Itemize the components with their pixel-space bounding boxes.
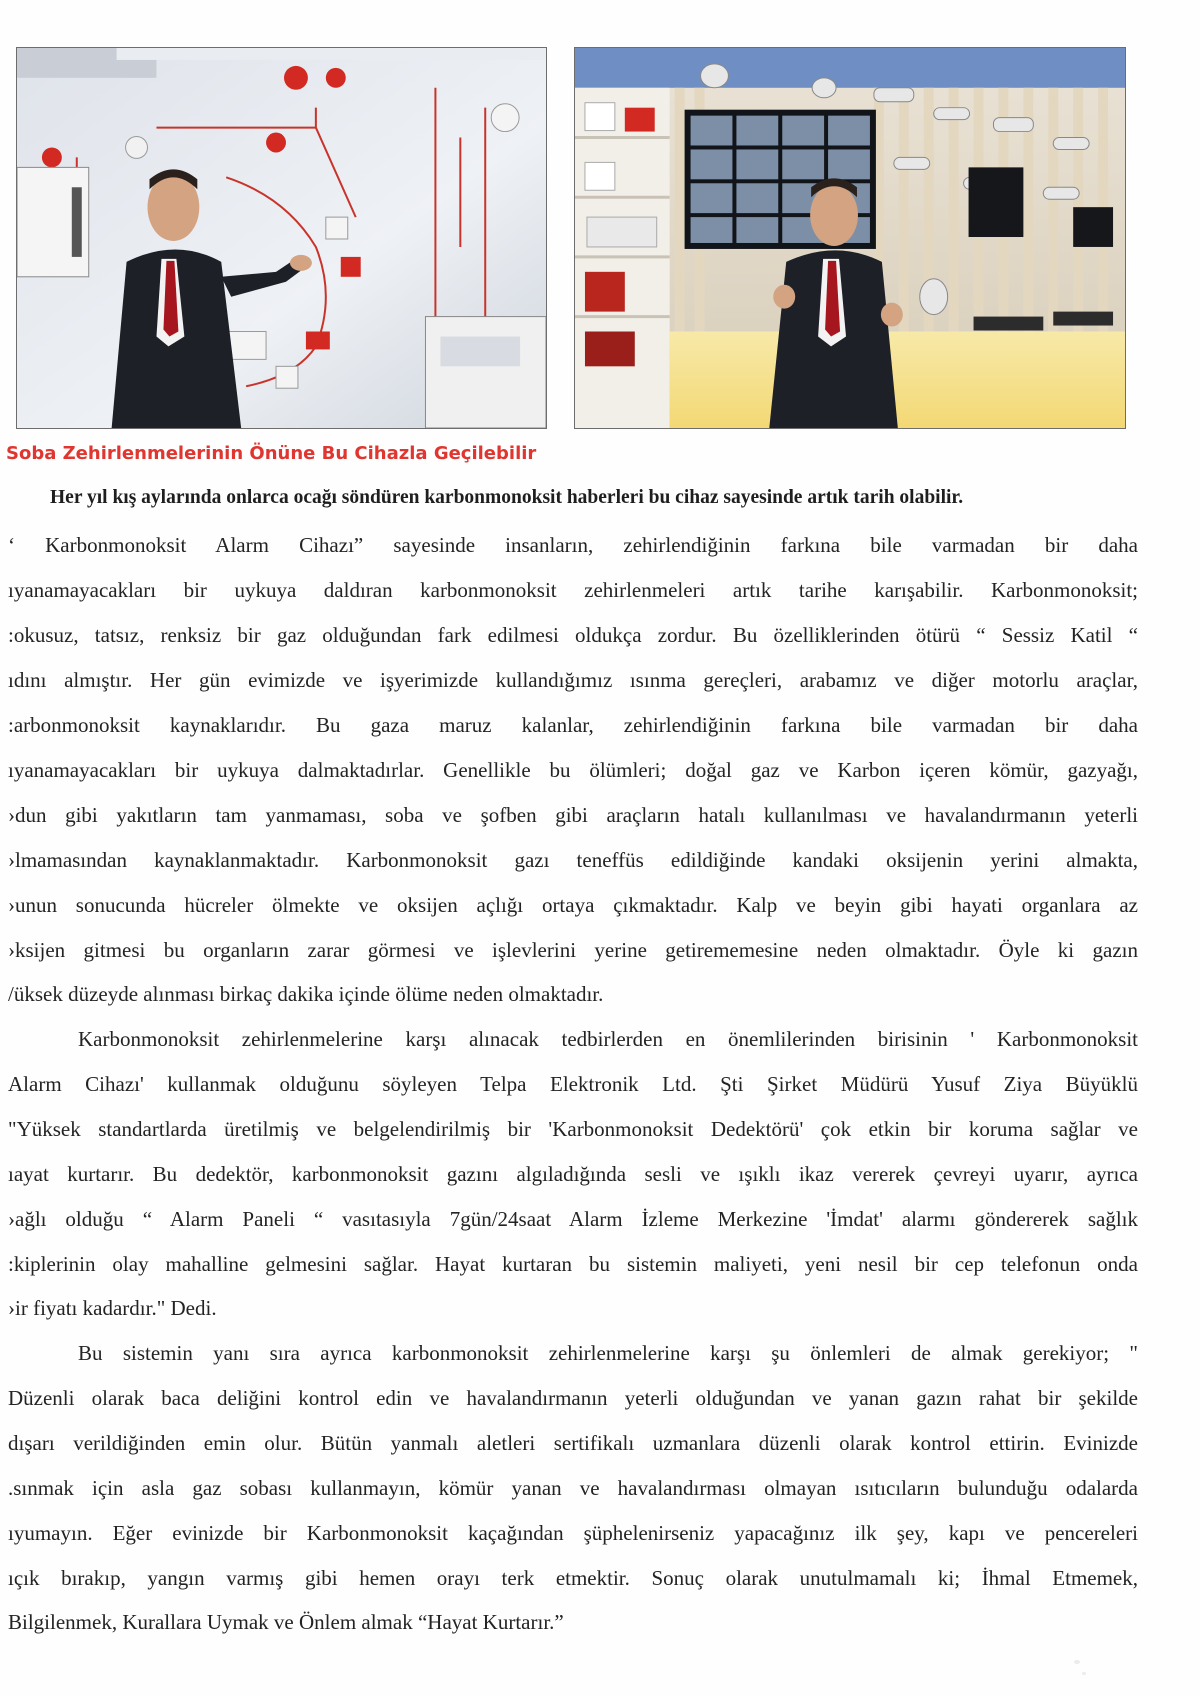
body-line: ›lmamasından kaynaklanmaktadır. Karbonmonoksit gazı teneffüs edildiğinde kandaki oksijenin yerini almakta, — [8, 848, 1138, 872]
body-line: /üksek düzeyde alınması birkaç dakika içinde ölüme neden olmaktadır. — [8, 982, 604, 1006]
body-line: ›unun sonucunda hücreler ölmekte ve oksijen açlığı ortaya çıkmaktadır. Kalp ve beyin gibi hayati organlara az — [8, 893, 1138, 917]
photo-fire-alarm-board-illustration — [17, 48, 546, 428]
body-line: Düzenli olarak baca deliğini kontrol edin ve havalandırmanın yeterli olduğundan ve yanan gazın rahat bir şekilde — [8, 1386, 1138, 1410]
body-line: :okusuz, tatsız, renksiz bir gaz olduğundan fark edilmesi oldukça zordur. Bu özelliklerinden ötürü “ Sessiz Katil “ — [8, 623, 1138, 647]
body-line: ‘ Karbonmonoksit Alarm Cihazı” sayesinde insanların, zehirlendiğinin farkına bile varmadan bir daha — [8, 533, 1138, 557]
body-line: ›dun gibi yakıtların tam yanmaması, soba ve şofben gibi araçların hatalı kullanılması ve havalandırmanın yeterli — [8, 803, 1138, 827]
body-line: ıdını almıştır. Her gün evimizde ve işyerimizde kullandığımız ısınma gereçleri, arabamız ve diğer motorlu araçlar, — [8, 668, 1138, 692]
body-line: :kiplerinin olay mahalline gelmesini sağlar. Hayat kurtaran bu sistemin maliyeti, yeni nesil bir cep telefonun onda — [8, 1252, 1138, 1276]
body-line: ıyumayın. Eğer evinizde bir Karbonmonoksit kaçağından şüphelenirseniz yapacağınız ilk şey, kapı ve pencereleri — [8, 1521, 1138, 1545]
body-line: ›ir fiyatı kadardır." Dedi. — [8, 1296, 217, 1320]
body-line: Alarm Cihazı' kullanmak olduğunu söyleyen Telpa Elektronik Ltd. Şti Şirket Müdürü Yusuf Ziya Büyüklü — [8, 1072, 1138, 1096]
body-line: Bilgilenmek, Kurallara Uymak ve Önlem almak “Hayat Kurtarır.” — [8, 1610, 564, 1634]
body-line: .sınmak için asla gaz sobası kullanmayın, kömür yanan ve havalandırması olmayan ısıtıcıların bulunduğu odalarda — [8, 1476, 1138, 1500]
body-line: ıyanamayacakları bir uykuya daldıran karbonmonoksit zehirlenmeleri artık tarihe karışabilir. Karbonmonoksit; — [8, 578, 1138, 602]
body-line: :arbonmonoksit kaynaklarıdır. Bu gaza maruz kalanlar, zehirlendiğinin farkına bile varmadan bir daha — [8, 713, 1138, 737]
body-line: dışarı verildiğinden emin olur. Bütün yanmalı aletleri sertifikalı uzmanlara düzenli olarak kontrol ettirin. Evinizde — [8, 1431, 1138, 1455]
body-line: Bu sistemin yanı sıra ayrıca karbonmonoksit zehirlenmelerine karşı şu önlemleri de almak gerekiyor; " — [78, 1341, 1138, 1365]
body-line: ›ksijen gitmesi bu organların zarar görmesi ve işlevlerini yerine getirememesine neden olmaktadır. Öyle ki gazın — [8, 938, 1138, 962]
body-line: ıçık bırakıp, yangın varmış gibi hemen orayı terk etmektir. Sonuç olarak unutulmamalı ki; İhmal Etmemek, — [8, 1566, 1138, 1590]
body-line: ıyanamayacakları bir uykuya dalmaktadırlar. Genellikle bu ölümleri; doğal gaz ve Karbon içeren kömür, gazyağı, — [8, 758, 1138, 782]
article-headline: Soba Zehirlenmelerinin Önüne Bu Cihazla Geçilebilir — [6, 443, 537, 464]
scan-speck — [1074, 1660, 1080, 1664]
photo-camera-showroom-illustration — [575, 48, 1125, 428]
body-line: "Yüksek standartlarda üretilmiş ve belgelendirilmiş bir 'Karbonmonoksit Dedektörü' çok etkin bir koruma sağlar ve — [8, 1117, 1138, 1141]
scan-speck — [1082, 1672, 1086, 1675]
photo-fire-alarm-board — [16, 47, 547, 429]
body-line: ›ağlı olduğu “ Alarm Paneli “ vasıtasıyla 7gün/24saat Alarm İzleme Merkezine 'İmdat' alarmı göndererek sağlık — [8, 1207, 1138, 1231]
body-line: Karbonmonoksit zehirlenmelerine karşı alınacak tedbirlerden en önemlilerinden birisinin ' Karbonmonoksit — [78, 1027, 1138, 1051]
article-subheadline: Her yıl kış aylarında onlarca ocağı söndüren karbonmonoksit haberleri bu cihaz sayesinde artık tarih olabilir. — [50, 487, 964, 508]
photo-camera-showroom — [574, 47, 1126, 429]
body-line: ıayat kurtarır. Bu dedektör, karbonmonoksit gazını algıladığında sesli ve ışıklı ikaz vererek çevreyi uyarır, ayrıca — [8, 1162, 1138, 1186]
